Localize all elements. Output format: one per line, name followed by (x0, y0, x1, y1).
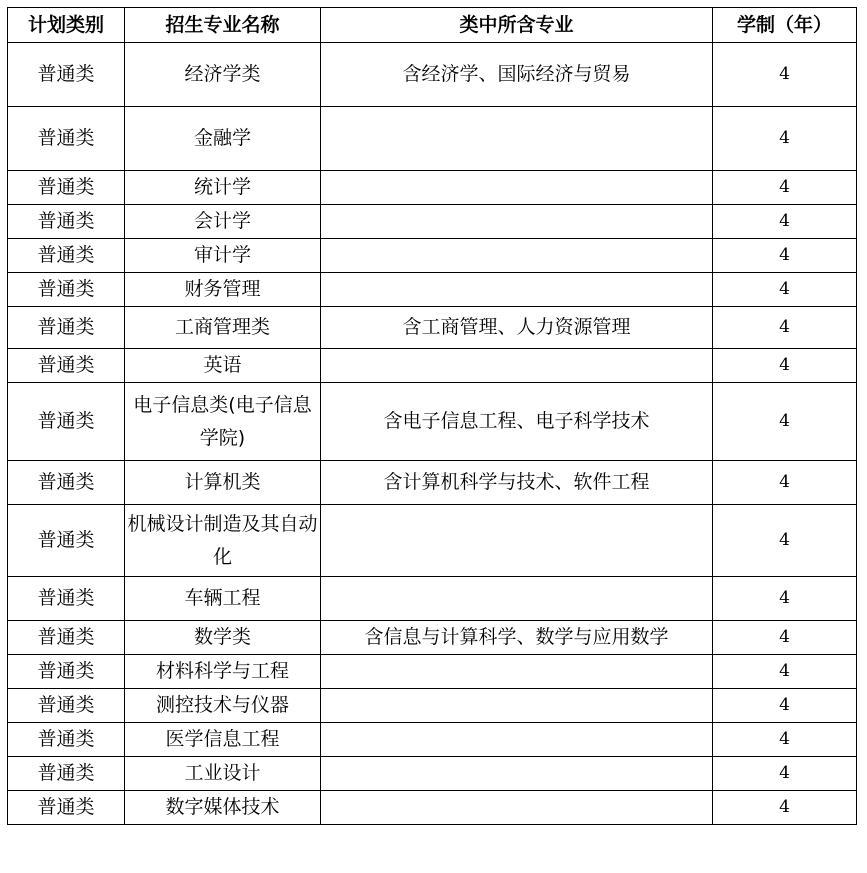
cell-plan-category: 普通类 (8, 205, 125, 239)
table-row (8, 621, 857, 655)
cell-plan-category: 普通类 (8, 383, 125, 461)
table-row (8, 43, 857, 107)
cell-duration: 4 (713, 689, 857, 723)
cell-major-name: 数学类 (125, 621, 321, 655)
cell-included-majors (321, 577, 713, 621)
cell-plan-category: 普通类 (8, 689, 125, 723)
cell-duration: 4 (713, 621, 857, 655)
cell-included-majors (321, 273, 713, 307)
cell-plan-category: 普通类 (8, 349, 125, 383)
cell-included-majors (321, 505, 713, 577)
table-row (8, 383, 857, 461)
cell-major-name: 电子信息类(电子信息学院) (125, 383, 321, 461)
cell-plan-category: 普通类 (8, 107, 125, 171)
cell-major-name: 医学信息工程 (125, 723, 321, 757)
table-row (8, 205, 857, 239)
cell-duration: 4 (713, 723, 857, 757)
table-row (8, 461, 857, 505)
cell-duration: 4 (713, 577, 857, 621)
cell-included-majors (321, 205, 713, 239)
cell-included-majors: 含工商管理、人力资源管理 (321, 307, 713, 349)
cell-included-majors: 含经济学、国际经济与贸易 (321, 43, 713, 107)
cell-plan-category: 普通类 (8, 723, 125, 757)
cell-included-majors: 含信息与计算科学、数学与应用数学 (321, 621, 713, 655)
table-row (8, 577, 857, 621)
cell-included-majors: 含电子信息工程、电子科学技术 (321, 383, 713, 461)
table-row (8, 655, 857, 689)
table-row (8, 349, 857, 383)
cell-major-name: 机械设计制造及其自动化 (125, 505, 321, 577)
table-row (8, 689, 857, 723)
cell-major-name: 工业设计 (125, 757, 321, 791)
cell-major-name: 经济学类 (125, 43, 321, 107)
cell-duration: 4 (713, 655, 857, 689)
cell-duration: 4 (713, 171, 857, 205)
cell-major-name: 数字媒体技术 (125, 791, 321, 825)
cell-duration: 4 (713, 307, 857, 349)
cell-plan-category: 普通类 (8, 273, 125, 307)
header-plan-category: 计划类别 (8, 8, 125, 43)
cell-plan-category: 普通类 (8, 171, 125, 205)
cell-duration: 4 (713, 349, 857, 383)
table-row (8, 273, 857, 307)
enrollment-table (7, 7, 857, 825)
table-row (8, 505, 857, 577)
cell-major-name: 审计学 (125, 239, 321, 273)
cell-plan-category: 普通类 (8, 461, 125, 505)
cell-plan-category: 普通类 (8, 791, 125, 825)
cell-major-name: 材料科学与工程 (125, 655, 321, 689)
table-row (8, 171, 857, 205)
table-body (8, 43, 857, 825)
cell-duration: 4 (713, 239, 857, 273)
cell-duration: 4 (713, 273, 857, 307)
cell-included-majors (321, 757, 713, 791)
cell-included-majors (321, 689, 713, 723)
cell-plan-category: 普通类 (8, 655, 125, 689)
header-included-majors: 类中所含专业 (321, 8, 713, 43)
cell-plan-category: 普通类 (8, 505, 125, 577)
table-row (8, 723, 857, 757)
table-header-row (8, 8, 857, 43)
table-row (8, 239, 857, 273)
table-row (8, 307, 857, 349)
cell-duration: 4 (713, 461, 857, 505)
cell-major-name: 工商管理类 (125, 307, 321, 349)
cell-duration: 4 (713, 205, 857, 239)
cell-major-name: 测控技术与仪器 (125, 689, 321, 723)
table-row (8, 107, 857, 171)
cell-duration: 4 (713, 383, 857, 461)
table-row (8, 757, 857, 791)
cell-duration: 4 (713, 43, 857, 107)
cell-major-name: 会计学 (125, 205, 321, 239)
header-duration-years: 学制（年） (713, 8, 857, 43)
cell-duration: 4 (713, 107, 857, 171)
cell-plan-category: 普通类 (8, 43, 125, 107)
cell-plan-category: 普通类 (8, 621, 125, 655)
cell-included-majors (321, 171, 713, 205)
cell-plan-category: 普通类 (8, 239, 125, 273)
cell-included-majors (321, 239, 713, 273)
header-major-name: 招生专业名称 (125, 8, 321, 43)
cell-duration: 4 (713, 757, 857, 791)
cell-major-name: 财务管理 (125, 273, 321, 307)
cell-plan-category: 普通类 (8, 757, 125, 791)
cell-included-majors: 含计算机科学与技术、软件工程 (321, 461, 713, 505)
cell-major-name: 计算机类 (125, 461, 321, 505)
cell-major-name: 英语 (125, 349, 321, 383)
cell-plan-category: 普通类 (8, 307, 125, 349)
cell-major-name: 统计学 (125, 171, 321, 205)
cell-included-majors (321, 791, 713, 825)
cell-duration: 4 (713, 505, 857, 577)
cell-included-majors (321, 655, 713, 689)
cell-major-name: 金融学 (125, 107, 321, 171)
table-row (8, 791, 857, 825)
enrollment-table-container (7, 7, 857, 825)
cell-included-majors (321, 723, 713, 757)
cell-duration: 4 (713, 791, 857, 825)
cell-included-majors (321, 349, 713, 383)
cell-included-majors (321, 107, 713, 171)
cell-major-name: 车辆工程 (125, 577, 321, 621)
cell-plan-category: 普通类 (8, 577, 125, 621)
